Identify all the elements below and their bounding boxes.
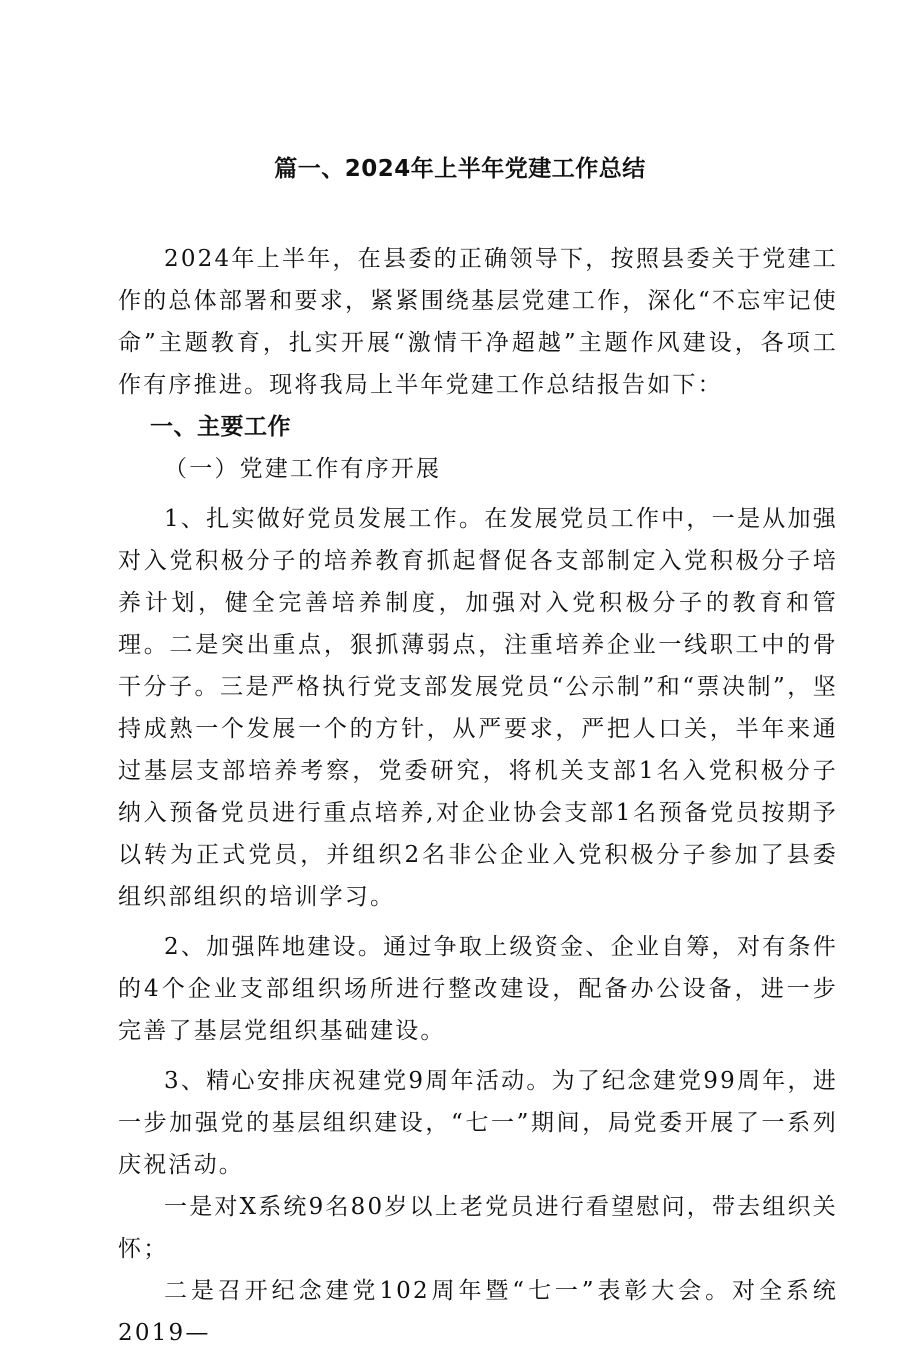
paragraph-party-member-development: 1、扎实做好党员发展工作。在发展党员工作中，一是从加强对入党积极分子的培养教育抓起督促各支部制定入党积极分子培养计划，健全完善培养制度，加强对入党积极分子的教育和管理。二是突出重点，狠抓薄弱点，注重培养企业一线职工中的骨干分子。三是严格执行党支部发展党员“公示制”和“票决制”，坚持成熟一个发展一个的方针，从严要求，严把人口关，半年来通过基层支部培养考察，党委研究，将机关支部1名入党积极分子纳入预备党员进行重点培养,对企业协会支部1名预备党员按期予以转为正式党员，并组织2名非公企业入党积极分子参加了县委组织部组织的培训学习。 — [118, 506, 838, 910]
list-item-commendation-meeting: 二是召开纪念建党102周年暨“七一”表彰大会。对全系统2019— — [118, 1278, 838, 1346]
section-heading-main-work: 一、主要工作 — [150, 414, 291, 440]
list-item-visit-veterans: 一是对X系统9名80岁以上老党员进行看望慰问，带去组织关怀； — [118, 1194, 838, 1262]
paragraph-anniversary-activities: 3、精心安排庆祝建党9周年活动。为了纪念建党99周年，进一步加强党的基层组织建设，“七一”期间，局党委开展了一系列庆祝活动。 — [118, 1068, 838, 1178]
subsection-heading-party-building: （一）党建工作有序开展 — [164, 456, 442, 482]
intro-paragraph: 2024年上半年，在县委的正确领导下，按照县委关于党建工作的总体部署和要求，紧紧围绕基层党建工作，深化“不忘牢记使命”主题教育，扎实开展“激情干净超越”主题作风建设，各项工作有序推进。现将我局上半年党建工作总结报告如下： — [118, 246, 838, 398]
paragraph-position-construction: 2、加强阵地建设。通过争取上级资金、企业自筹，对有条件的4个企业支部组织场所进行整改建设，配备办公设备，进一步完善了基层党组织基础建设。 — [118, 934, 838, 1044]
document-title: 篇一、2024年上半年党建工作总结 — [274, 156, 646, 182]
document-body — [118, 238, 838, 1354]
